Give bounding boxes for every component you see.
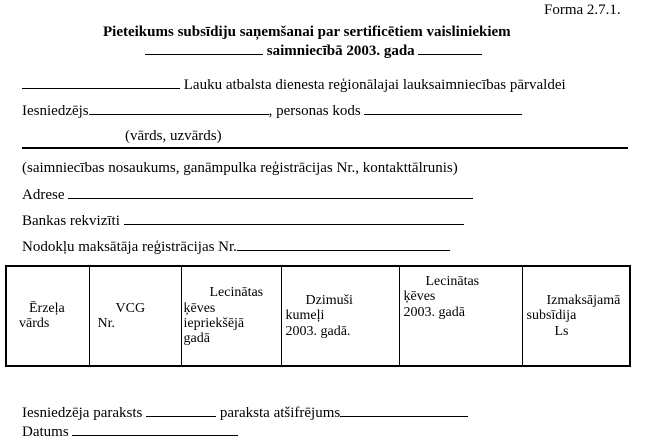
- form-title-line2: [145, 43, 482, 60]
- decipher-label: paraksta atšifrējums: [219, 405, 341, 421]
- tax-blank[interactable]: [237, 239, 450, 251]
- signature-label: Iesniedzēja paraksts: [22, 405, 143, 421]
- applicant-line: [22, 103, 522, 120]
- header-foals-born: Dzimuši kumeļi 2003. gadā.: [281, 266, 399, 366]
- applicant-name-blank[interactable]: [89, 103, 269, 115]
- date-label: Datums: [22, 424, 69, 440]
- tax-line: [22, 239, 450, 256]
- addressee-text: Lauku atbalsta dienesta reģionālajai lauksaimniecības pārvaldei: [183, 77, 566, 93]
- signature-blank[interactable]: [146, 405, 216, 417]
- signature-line: [22, 405, 468, 422]
- farm-name-blank[interactable]: [145, 43, 263, 55]
- stallion-table: [5, 265, 631, 367]
- bank-line: [22, 213, 464, 230]
- form-number: Forma 2.7.1.: [544, 2, 621, 18]
- address-blank[interactable]: [68, 187, 473, 199]
- date-field-blank[interactable]: [72, 424, 238, 436]
- personal-code-label: , personas kods: [268, 103, 361, 119]
- header-stallion-name: Ērzeļa vārds: [6, 266, 89, 366]
- header-mares-prev-year: Lecinātas ķēves iepriekšējā gadā: [181, 266, 281, 366]
- date-blank[interactable]: [418, 43, 482, 55]
- region-blank[interactable]: [22, 77, 180, 89]
- header-vcg-nr: VCG Nr.: [89, 266, 181, 366]
- bank-blank[interactable]: [124, 213, 464, 225]
- date-line: [22, 424, 238, 441]
- table-header-row: [6, 266, 630, 366]
- form-title-line1: Pieteikums subsīdiju saņemšanai par sertificētiem vaisliniekiem: [103, 24, 511, 40]
- applicant-label: Iesniedzējs: [22, 103, 89, 119]
- address-label: Adrese: [22, 187, 65, 203]
- bank-label: Bankas rekvizīti: [22, 213, 120, 229]
- header-mares-2003: Lecinātas ķēves 2003. gadā: [399, 266, 522, 366]
- header-subsidy: Izmaksājamā subsīdija Ls: [522, 266, 630, 366]
- address-line: [22, 187, 473, 204]
- addressee-line: [22, 77, 566, 94]
- title-year-text: saimniecībā 2003. gada: [266, 43, 415, 59]
- farm-hint: (saimniecības nosaukums, ganāmpulka reģistrācijas Nr., kontakttālrunis): [22, 160, 458, 176]
- decipher-blank[interactable]: [340, 405, 468, 417]
- name-hint: (vārds, uzvārds): [125, 128, 222, 144]
- personal-code-blank[interactable]: [364, 103, 522, 115]
- section-divider: [22, 147, 628, 149]
- tax-label: Nodokļu maksātāja reģistrācijas Nr.: [22, 239, 237, 255]
